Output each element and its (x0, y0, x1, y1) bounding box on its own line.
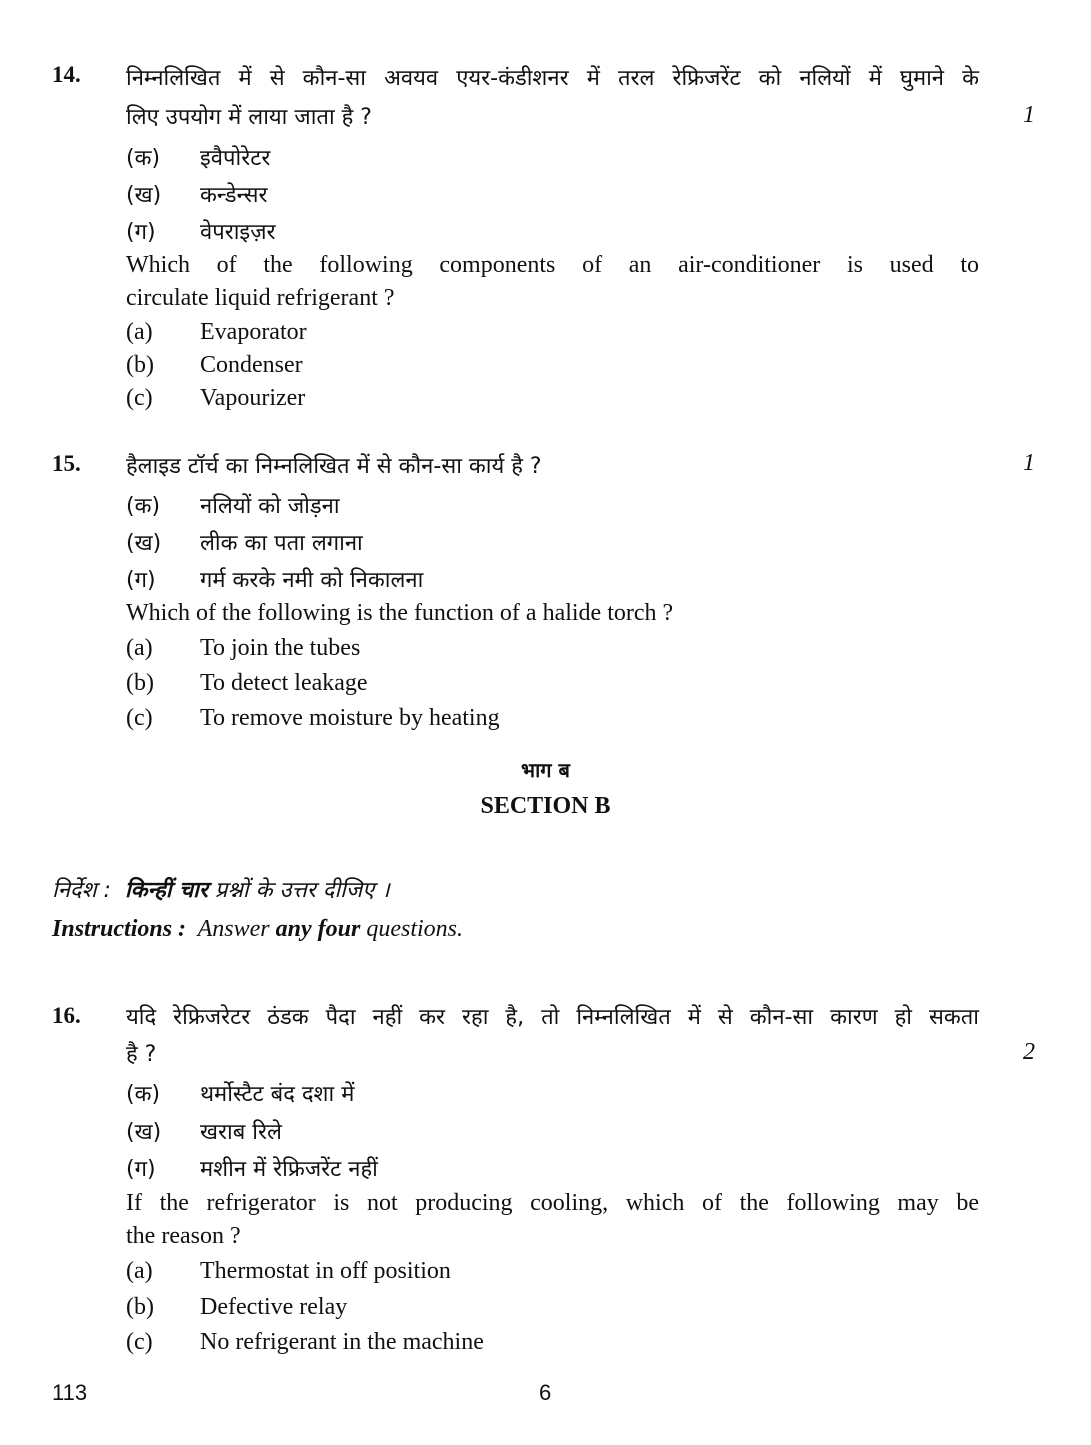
instructions-text: प्रश्नों के उत्तर दीजिए । (214, 878, 390, 903)
option-english (126, 1258, 451, 1285)
option-label: (क) (126, 1082, 161, 1107)
option-text: Defective relay (200, 1294, 348, 1320)
option-english (126, 319, 307, 346)
marks: 1 (1023, 102, 1035, 128)
instructions-text: questions. (366, 916, 463, 942)
option-label: (a) (126, 1258, 153, 1284)
option-text: To detect leakage (200, 670, 368, 696)
question-number: 14. (52, 62, 81, 87)
option-text: To remove moisture by heating (200, 705, 500, 731)
option-label: (c) (126, 385, 153, 411)
section-title-english: SECTION B (480, 793, 611, 819)
option-text: खराब रिले (200, 1120, 282, 1145)
option-label: (a) (126, 319, 153, 345)
option-english (126, 352, 303, 379)
option-label: (ग) (126, 568, 156, 593)
option-label: (b) (126, 352, 154, 378)
option-text: Condenser (200, 352, 303, 378)
option-hindi (126, 527, 363, 557)
question-number: 15. (52, 451, 81, 476)
option-label: (ग) (126, 220, 156, 245)
option-text: इवैपोरेटर (200, 146, 271, 171)
option-label: (ख) (126, 183, 162, 208)
option-hindi (126, 1116, 282, 1146)
option-text: वेपराइज़र (200, 220, 276, 245)
question-english-line: the reason ? (126, 1223, 241, 1249)
question-english-line: Which of the following is the function of a halide torch ? (126, 600, 674, 626)
paper-code: 113 (52, 1380, 88, 1405)
option-text: नलियों को जोड़ना (200, 494, 340, 519)
question-english-line: Which of the following components of an air-conditioner is used to (126, 252, 979, 278)
page-number: 6 (539, 1380, 552, 1405)
option-label: (ग) (126, 1157, 156, 1182)
option-label: (क) (126, 494, 161, 519)
question-english-line: If the refrigerator is not producing cooling, which of the following may be (126, 1190, 979, 1216)
instructions-emphasis: any four (275, 916, 361, 942)
question-english-line: circulate liquid refrigerant ? (126, 285, 395, 311)
option-label: (क) (126, 146, 161, 171)
option-english (126, 385, 305, 412)
option-label: (ख) (126, 531, 162, 556)
option-label: (ख) (126, 1120, 162, 1145)
option-english (126, 670, 368, 697)
option-hindi (126, 1153, 378, 1183)
question-hindi-line: निम्नलिखित में से कौन-सा अवयव एयर-कंडीशनर में तरल रेफ्रिजरेंट को नलियों में घुमाने के (126, 66, 979, 91)
option-text: No refrigerant in the machine (200, 1329, 484, 1355)
option-text: मशीन में रेफ्रिजरेंट नहीं (200, 1157, 378, 1182)
option-text: थर्मोस्टैट बंद दशा में (200, 1082, 355, 1107)
instructions-text: Answer (197, 916, 270, 942)
question-hindi-line: है ? (126, 1042, 157, 1067)
option-hindi (126, 216, 276, 246)
question-number: 16. (52, 1003, 81, 1028)
option-text: कन्डेन्सर (200, 183, 268, 208)
option-text: गर्म करके नमी को निकालना (200, 568, 424, 593)
option-text: लीक का पता लगाना (200, 531, 363, 556)
option-english (126, 705, 500, 732)
instructions-english (52, 916, 463, 943)
instructions-label: निर्देश : (52, 878, 111, 903)
option-hindi (126, 490, 340, 520)
question-hindi-line: यदि रेफ्रिजरेटर ठंडक पैदा नहीं कर रहा है, तो निम्नलिखित में से कौन-सा कारण हो सकता (126, 1005, 979, 1030)
option-label: (b) (126, 670, 154, 696)
instructions-label: Instructions : (52, 916, 187, 942)
option-english (126, 1294, 347, 1321)
option-text: Thermostat in off position (200, 1258, 451, 1284)
instructions-hindi (52, 874, 390, 904)
option-hindi (126, 142, 270, 172)
option-hindi (126, 179, 268, 209)
option-english (126, 1329, 484, 1356)
option-label: (a) (126, 635, 153, 661)
option-hindi (126, 1078, 354, 1108)
option-english (126, 635, 360, 662)
option-label: (c) (126, 1329, 153, 1355)
section-title-hindi: भाग ब (521, 758, 570, 782)
option-text: Vapourizer (200, 385, 306, 411)
option-text: Evaporator (200, 319, 307, 345)
marks: 1 (1023, 450, 1035, 476)
question-hindi-line: हैलाइड टॉर्च का निम्नलिखित में से कौन-सा कार्य है ? (126, 454, 542, 479)
instructions-emphasis: किन्हीं चार (124, 878, 208, 903)
question-hindi-line: लिए उपयोग में लाया जाता है ? (126, 105, 372, 130)
option-label: (c) (126, 705, 153, 731)
marks: 2 (1023, 1039, 1035, 1065)
option-text: To join the tubes (200, 635, 361, 661)
option-hindi (126, 564, 423, 594)
option-label: (b) (126, 1294, 154, 1320)
